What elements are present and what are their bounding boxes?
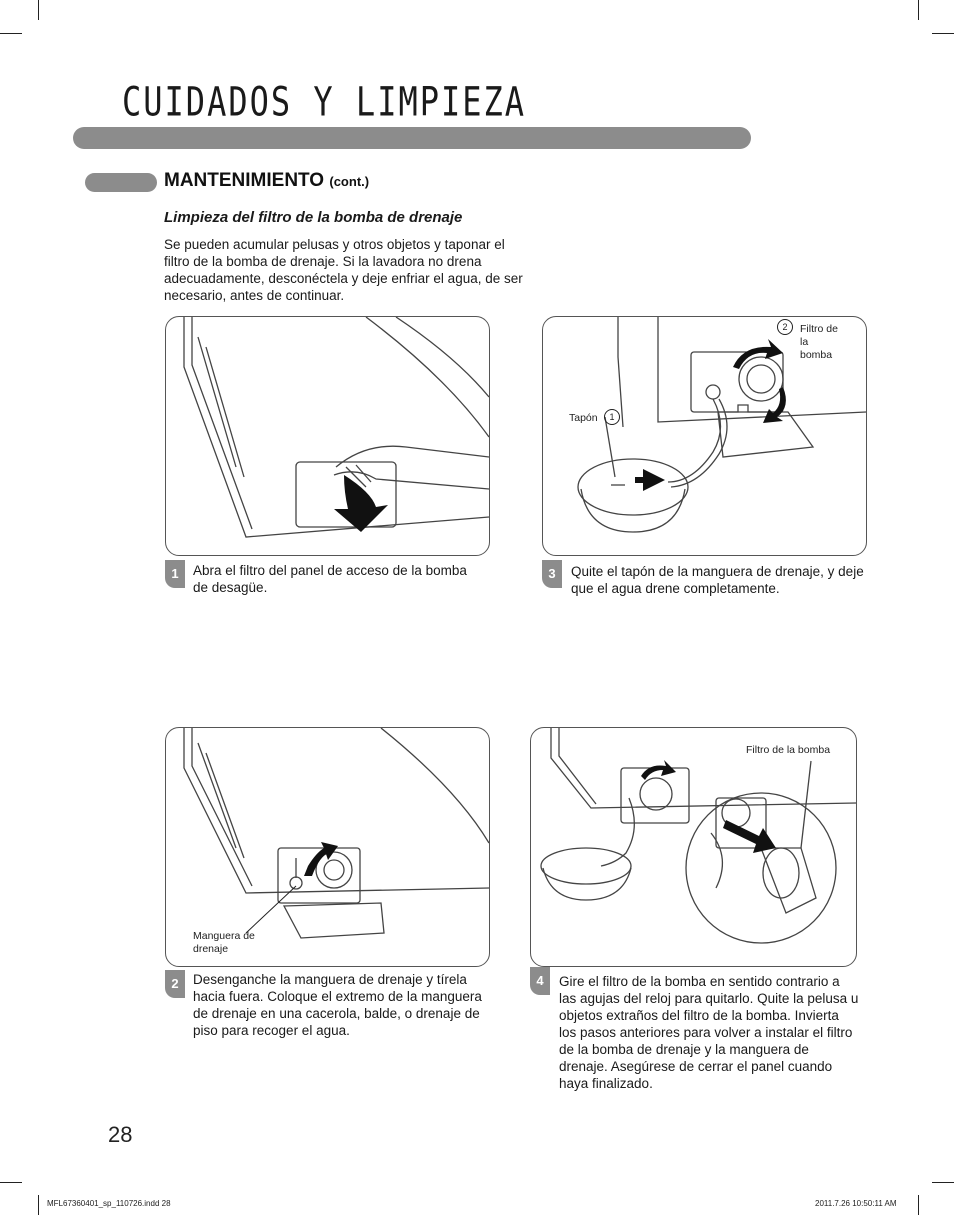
step-1-illustration — [165, 316, 490, 556]
filtro-label-step-4: Filtro de la bomba — [746, 744, 831, 756]
step-1-number: 1 — [165, 560, 185, 588]
section-marker — [85, 173, 157, 192]
title-bar — [73, 127, 751, 149]
page-title: CUIDADOS Y LIMPIEZA — [122, 78, 527, 126]
crop-mark — [918, 0, 919, 20]
section-title — [164, 170, 369, 192]
step-4-text: Gire el filtro de la bomba en sentido contrario a las agujas del reloj para quitarlo. Quite la pelusa u objetos extraños del filtro de la bomba. Invierta los pasos anteriores para volver a instalar el filtro de la bomba de drenaje y la manguera de drenaje. Asegúrese de cerrar el panel cuando haya finalizado. — [559, 974, 859, 1091]
crop-mark — [38, 0, 39, 20]
crop-mark — [0, 1182, 22, 1183]
filtro-label-step-3: Filtro de la bomba — [800, 323, 838, 361]
footer-timestamp: 2011.7.26 10:50:11 AM — [815, 1199, 897, 1208]
page-number: 28 — [108, 1122, 133, 1147]
step-1-text: Abra el filtro del panel de acceso de la bomba de desagüe. — [193, 563, 467, 595]
step-4-number: 4 — [530, 967, 550, 995]
step-3-number: 3 — [542, 560, 562, 588]
washer-door-open-illustration — [166, 317, 489, 555]
crop-mark — [932, 1182, 954, 1183]
crop-mark — [38, 1195, 39, 1215]
section-title-suffix: (cont.) — [329, 174, 370, 189]
tapon-label: Tapón — [569, 412, 598, 424]
subheading: Limpieza del filtro de la bomba de drenaje — [164, 209, 463, 226]
section-title-text: MANTENIMIENTO — [164, 170, 325, 191]
intro-paragraph: Se pueden acumular pelusas y otros objetos y taponar el filtro de la bomba de drenaje. Si la lavadora no drena adecuadamente, desconéctela y deje enfriar el agua, de ser necesario, antes de continuar. — [164, 237, 523, 303]
pump-filter-removal-illustration — [531, 728, 856, 966]
step-2-number: 2 — [165, 970, 185, 998]
step-4-illustration — [530, 727, 857, 967]
tapon-number: 1 — [604, 409, 620, 425]
manguera-label: Manguera de drenaje — [193, 930, 255, 955]
step-3-text: Quite el tapón de la manguera de drenaje, y deje que el agua drene completamente. — [571, 564, 864, 596]
filtro-number: 2 — [777, 319, 793, 335]
step-2-text: Desenganche la manguera de drenaje y tírela hacia fuera. Coloque el extremo de la manguera de drenaje en una cacerola, balde, o drenaje de piso para recoger el agua. — [193, 972, 482, 1038]
footer-file-name: MFL67360401_sp_110726.indd 28 — [47, 1199, 171, 1208]
crop-mark — [0, 33, 22, 34]
crop-mark — [918, 1195, 919, 1215]
crop-mark — [932, 33, 954, 34]
